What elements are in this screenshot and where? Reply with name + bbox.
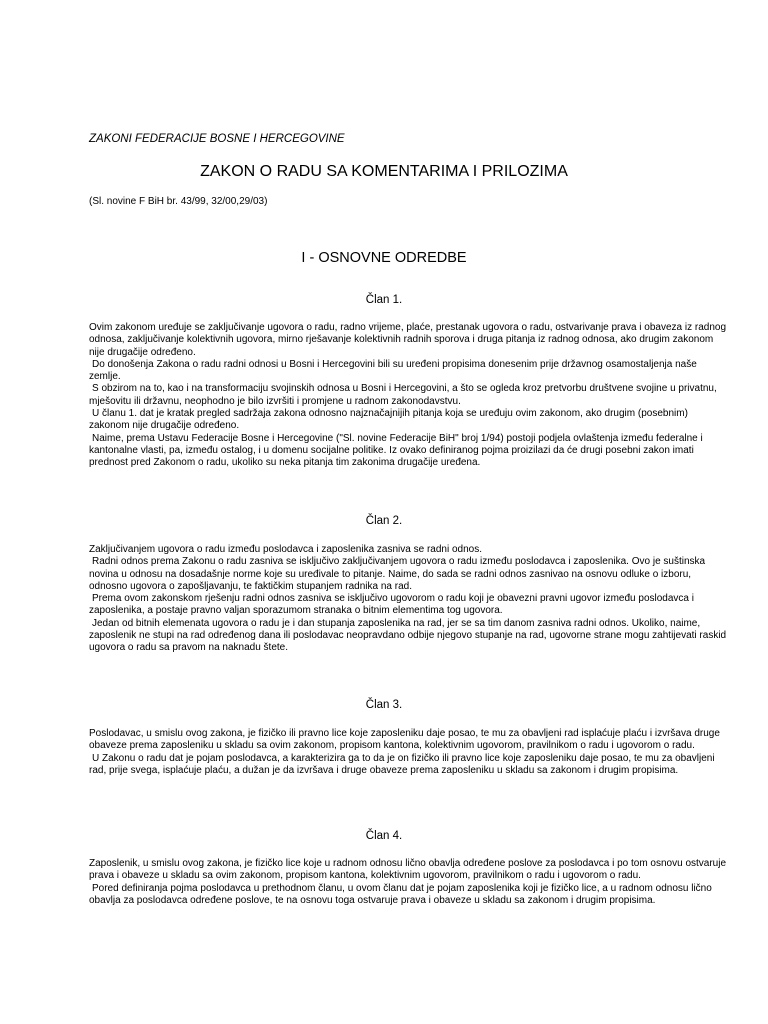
article-paragraph: Prema ovom zakonskom rješenju radni odnos zasniva se isključivo ugovorom o radu koji je obavezni pravni ugovor između poslodavca i zaposlenika, a postaje pravno valjan sporazumom stranaka o bitnim elementima tog ugovora.	[89, 593, 694, 617]
article-body	[89, 728, 729, 777]
article-body	[89, 322, 729, 470]
article-body	[89, 858, 729, 907]
article-body	[89, 544, 729, 655]
document-title: ZAKON O RADU SA KOMENTARIMA I PRILOZIMA	[200, 163, 568, 180]
article-paragraph: Ovim zakonom uređuje se zaključivanje ugovora o radu, radno vrijeme, plaće, prestanak ugovora o radu, ostvarivanje prava i obaveza iz radnog odnosa, zaključivanje kolektivnih ugovora, mirno rješavanje kolektivnih radnih sporova i druga pitanja iz radnog odnosa, ako drugim zakonom nije drugačije određeno.	[89, 322, 727, 358]
article-paragraph: S obzirom na to, kao i na transformaciju svojinskih odnosa u Bosni i Hercegovini, a što se ogleda kroz pretvorbu društvene svojine u privatnu, mješovitu ili državnu, neophodno je bilo izvršiti i promjene u radnom zakonodavstvu.	[89, 383, 717, 407]
article-title: Član 1.	[365, 294, 403, 306]
article-paragraph: Radni odnos prema Zakonu o radu zasniva se isključivo zaključivanjem ugovora o radu između poslodavca i zaposlenika. Ovo je suštinska novina u odnosu na dosadašnje norme koje su uređivale to pitanje. Naime, do sada se radni odnos zasnivao na osnovu odluke o izboru, odnosno ugovora o zapošljavanju, te faktičkim stupanjem radnika na rad.	[89, 556, 706, 592]
article-paragraph: Naime, prema Ustavu Federacije Bosne i Hercegovine ("Sl. novine Federacije BiH" broj 1/94) postoji podjela ovlaštenja između federalne i kantonalne vlasti, pa, između ostalog, i u domenu socijalne politike. Iz ovako definiranog pojma proizilazi da će drugi posebni zakon imati prednost pred Zakonom o radu, ukoliko su neka pitanja tim zakonima drugačije uređena.	[89, 432, 703, 469]
article-paragraph: Zaključivanjem ugovora o radu između poslodavca i zaposlenika zasniva se radni odnos.	[89, 544, 482, 555]
article-paragraph: Jedan od bitnih elemenata ugovora o radu je i dan stupanja zaposlenika na rad, jer se sa tim danom zasniva radni odnos. Ukoliko, naime, zaposlenik ne stupi na rad određenog dana ili poslodavac neopravdano odbije njegovo stupanje na rad, ugovorne strane mogu zahtijevati raskid ugovora o radu sa pravom na naknadu štete.	[89, 617, 727, 654]
article-paragraph: U Zakonu o radu dat je pojam poslodavca, a karakterizira ga to da je on fizičko ili pravno lice koje zaposleniku daje posao, te mu za obavljeni rad, prije svega, isplaćuje plaću, a dužan je da izvršava i druge obaveze prema zaposleniku u skladu sa zakonom i drugim propisima.	[89, 752, 715, 776]
article-paragraph: Do donošenja Zakona o radu radni odnosi u Bosni i Hercegovini bili su uređeni propisima donesenim prije državnog osamostaljenja naše zemlje.	[89, 358, 697, 383]
article-paragraph: Zaposlenik, u smislu ovog zakona, je fizičko lice koje u radnom odnosu lično obavlja određene poslove za poslodavca i po tom osnovu ostvaruje prava i obaveze u skladu sa ovim zakonom, propisom kantona, kolektivnim ugovorom, pravilnikom o radu i ugovorom o radu.	[89, 858, 727, 882]
article-paragraph: Pored definiranja pojma poslodavca u prethodnom članu, u ovom članu dat je pojam zaposlenika koji je fizičko lice, a u radnom odnosu lično obavlja za poslodavca određene poslove, te na osnovu toga ostvaruje prava i obaveze u skladu sa zakonom i drugim propisima.	[89, 882, 712, 906]
article-title: Član 2.	[365, 515, 403, 527]
document-header: ZAKONI FEDERACIJE BOSNE I HERCEGOVINE	[89, 133, 345, 145]
article-paragraph: U članu 1. dat je kratak pregled sadržaja zakona odnosno najznačajnijih pitanja koja se uređuju ovim zakonom, ako drugim (posebnim) zakonom nije drugačije određeno.	[89, 408, 688, 432]
article-paragraph: Poslodavac, u smislu ovog zakona, je fizičko ili pravno lice koje zaposleniku daje posao, te mu za obavljeni rad isplaćuje plaću i izvršava druge obaveze prema zaposleniku u skladu sa ovim zakonom, propisom kantona, kolektivnim ugovorom, pravilnikom o radu i ugovorom o radu.	[89, 728, 720, 752]
article-title: Član 4.	[365, 830, 403, 842]
section-title: I - OSNOVNE ODREDBE	[301, 250, 467, 266]
article-title: Član 3.	[365, 699, 403, 711]
gazette-reference: (Sl. novine F BiH br. 43/99, 32/00,29/03)	[89, 196, 268, 207]
